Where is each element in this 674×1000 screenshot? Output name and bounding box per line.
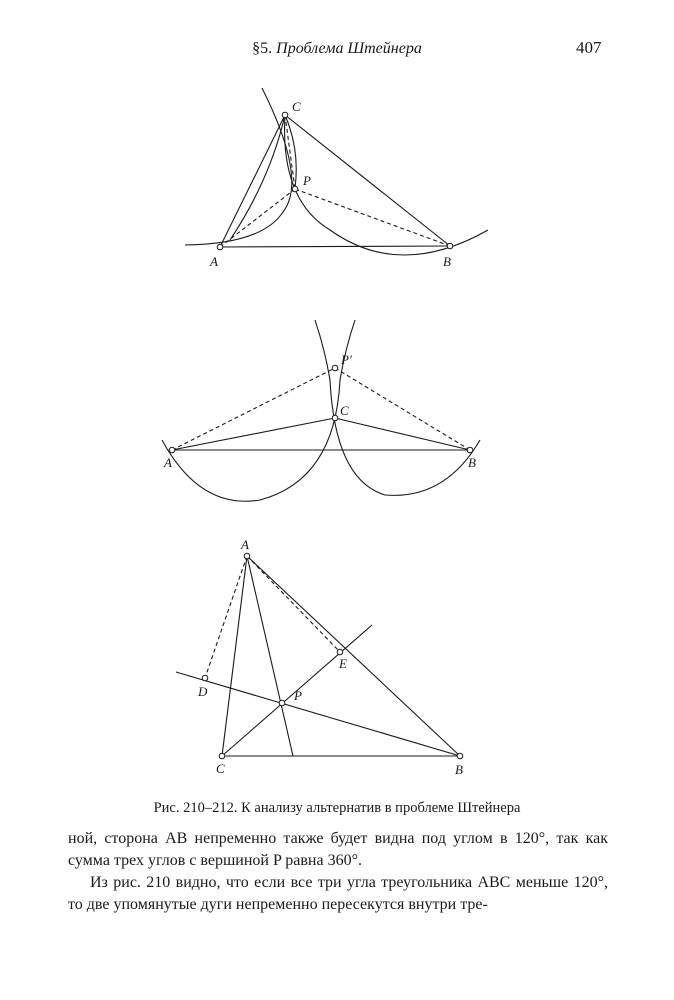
side-ab (247, 556, 460, 756)
fig211-label-p: P′ (341, 352, 352, 367)
section-title: Проблема Штейнера (276, 40, 422, 57)
arc-through-a (185, 88, 292, 245)
fig212-label-c: C (216, 761, 225, 776)
dashed-segments (220, 115, 450, 247)
fig212-label-p: P (294, 688, 302, 703)
side-ab (220, 246, 450, 247)
page-number: 407 (576, 38, 602, 57)
fig212-label-a: A (241, 537, 249, 552)
dashed-segments (205, 556, 340, 678)
fig211-label-c: C (340, 403, 349, 418)
fig210-label-a: A (210, 254, 218, 269)
line-db (176, 672, 460, 756)
figure-211 (162, 320, 480, 501)
side-ac (220, 115, 285, 247)
section-mark: §5. (252, 40, 273, 57)
fig212-label-e: E (339, 656, 347, 671)
figure-210 (185, 88, 488, 255)
side-ac (222, 556, 247, 756)
fig210-label-c: C (292, 99, 301, 114)
fig210-label-p: P (303, 173, 311, 188)
side-bc (335, 418, 470, 450)
fig211-label-a: A (164, 455, 172, 470)
arc-left (162, 320, 355, 501)
arc-through-b (285, 115, 488, 255)
fig212-label-d: D (198, 684, 208, 699)
fig210-label-b: B (443, 254, 451, 269)
figure-caption: Рис. 210–212. К анализу альтернатив в проблеме Штейнера (153, 800, 521, 816)
line-a-p (247, 556, 293, 756)
dashed-segments (172, 368, 470, 450)
body-paragraph-1: ной, сторона AB непременно также будет видна под углом в 120°, так как сумма трех углов с вершиной P равна 360°. (68, 830, 608, 869)
arc-ca (230, 115, 285, 240)
figure-212 (176, 556, 460, 756)
point-markers (169, 112, 473, 759)
body-paragraph-2: Из рис. 210 видно, что если все три угла треугольника ABC меньше 120°, то две упомянутые дуги непременно пересекутся внутри тре- (68, 874, 608, 913)
side-ac (172, 418, 335, 450)
fig211-label-b: B (468, 455, 476, 470)
fig212-label-b: B (455, 762, 463, 777)
